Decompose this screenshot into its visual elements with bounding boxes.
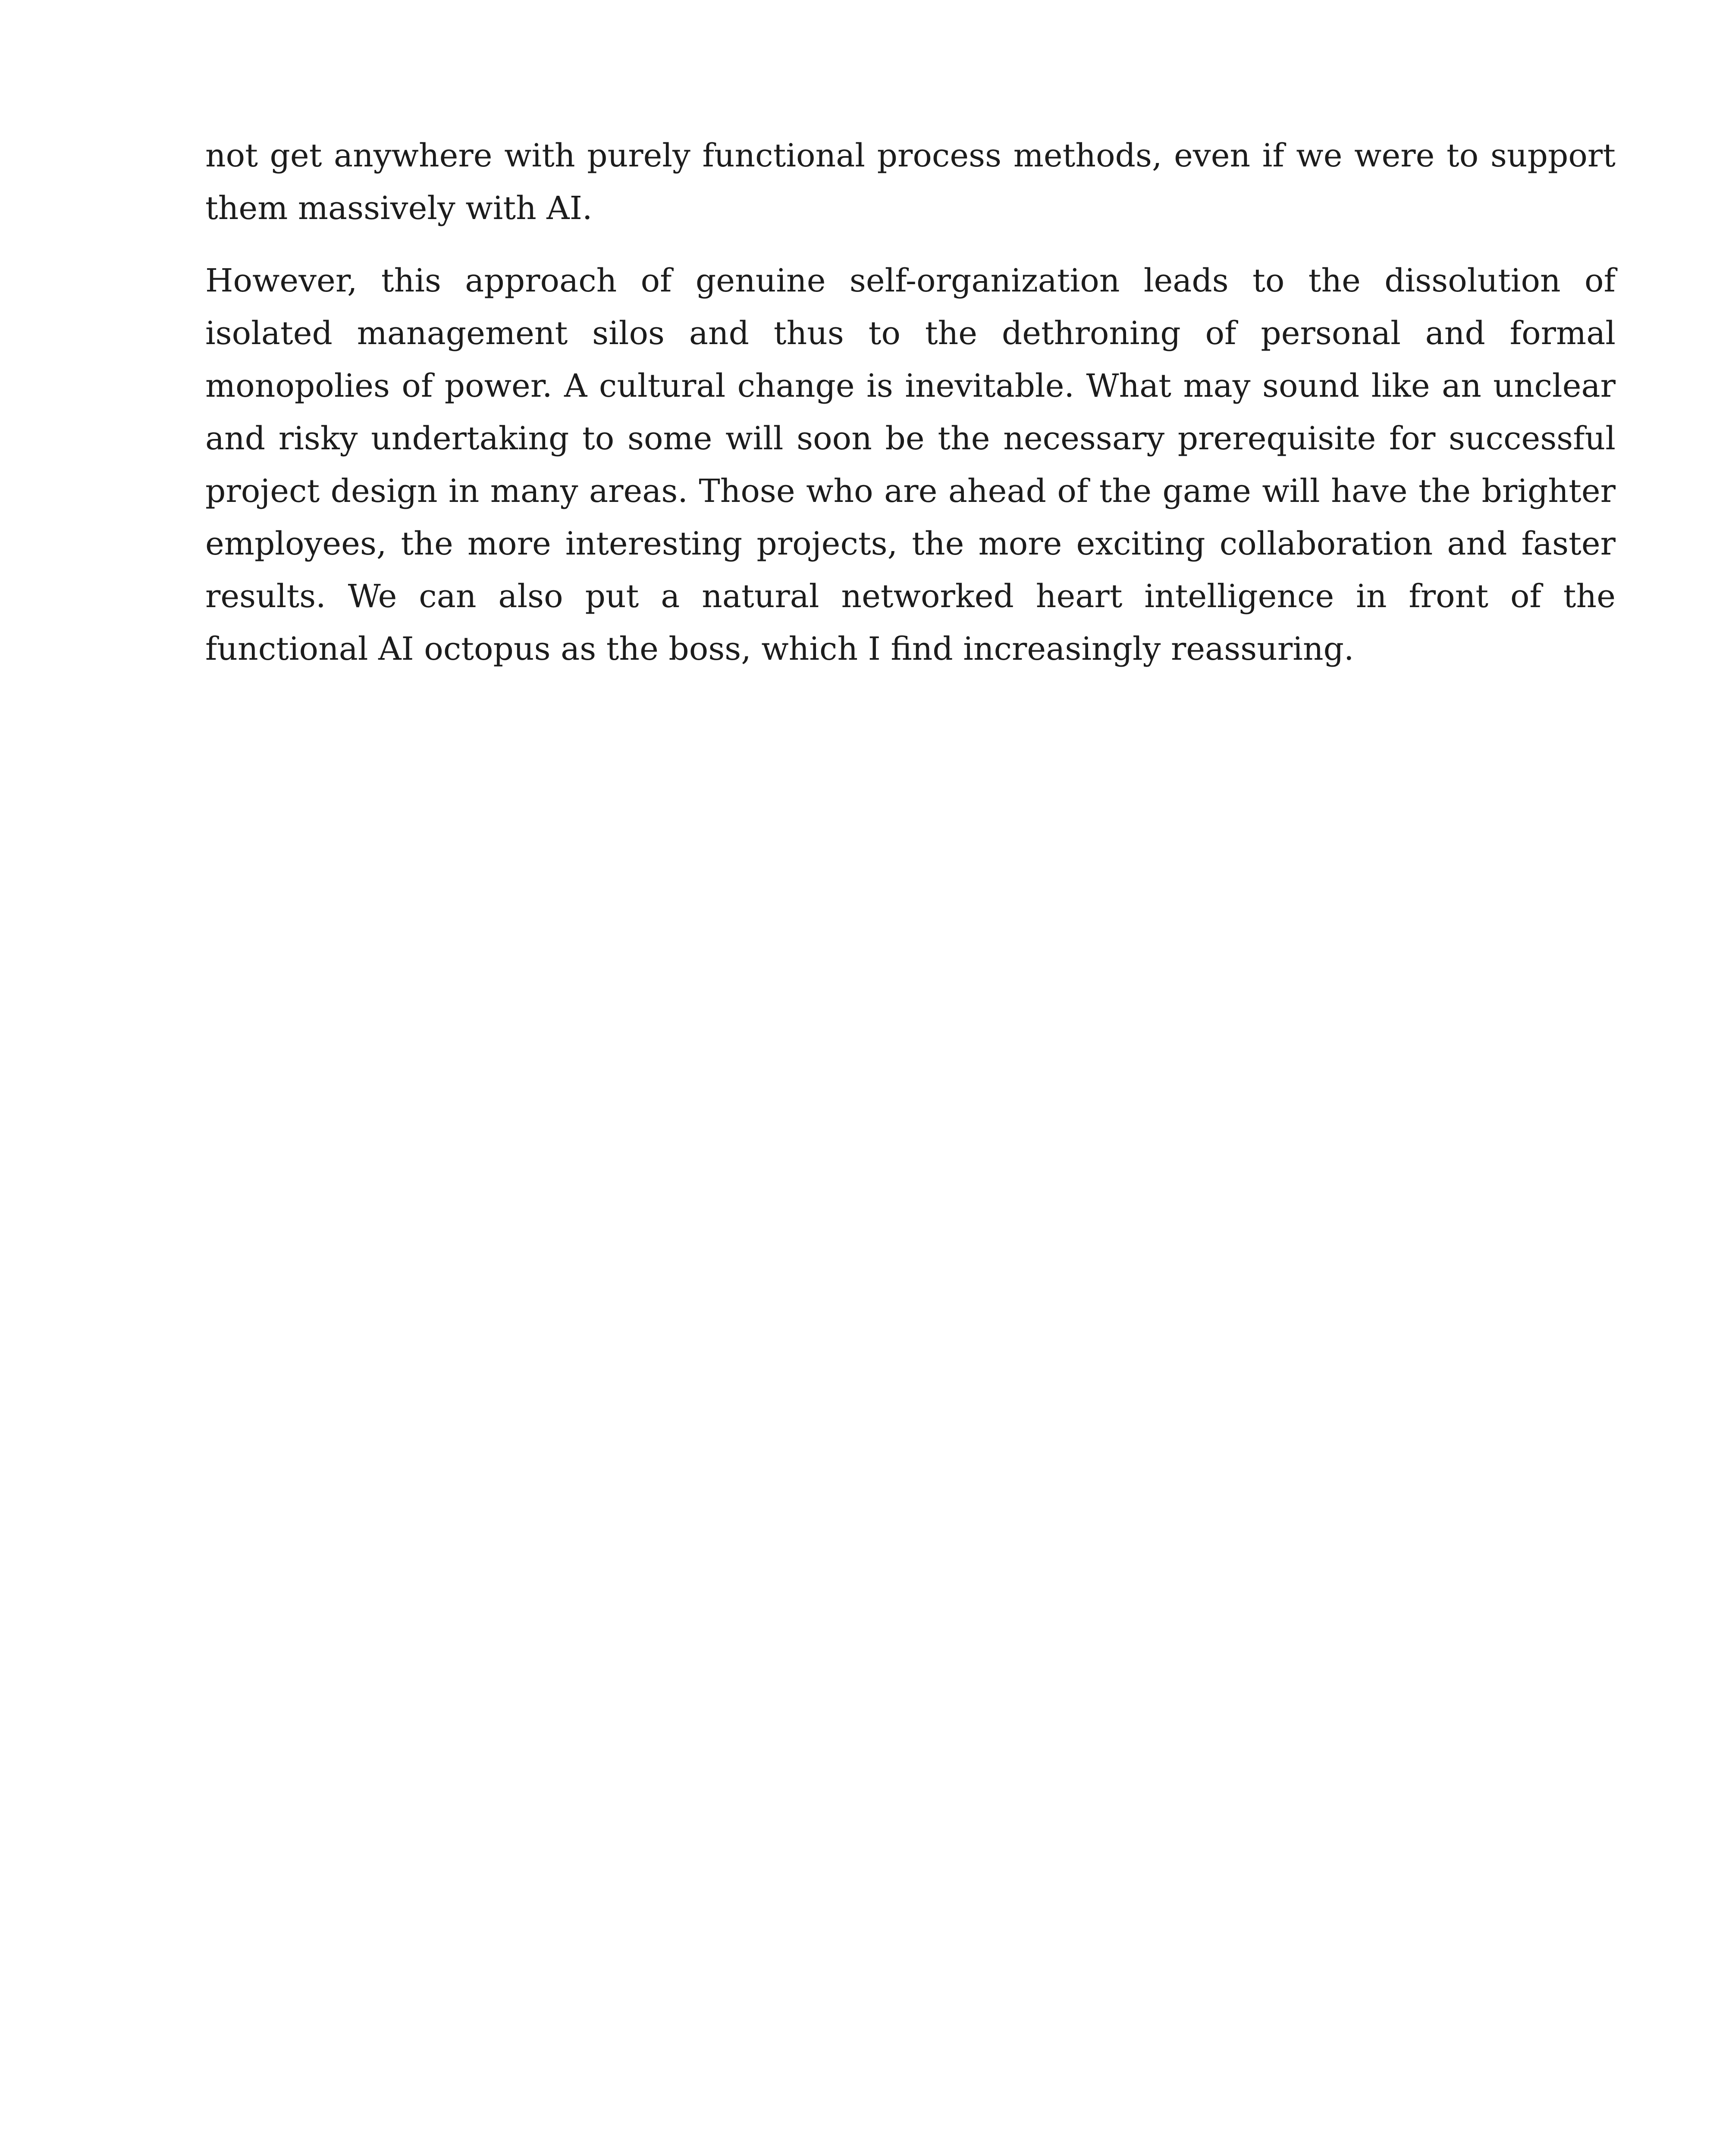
body-text	[205, 129, 1616, 695]
paragraph-continuation: not get anywhere with purely functional process methods, even if we were to support them massively with AI.	[205, 137, 1616, 227]
paragraph-self-organization: However, this approach of genuine self-organization leads to the dissolution of isolated management silos and thus to the dethroning of personal and formal monopolies of power. A cultural change is inevitable. What may sound like an unclear and risky undertaking to some will soon be the necessary prerequisite for successful project design in many areas. Those who are ahead of the game will have the brighter employees, the more interesting projects, the more exciting collaboration and faster results. We can also put a natural networked heart intelligence in front of the functional AI octopus as the boss, which I find increasingly reassuring.	[205, 262, 1616, 667]
